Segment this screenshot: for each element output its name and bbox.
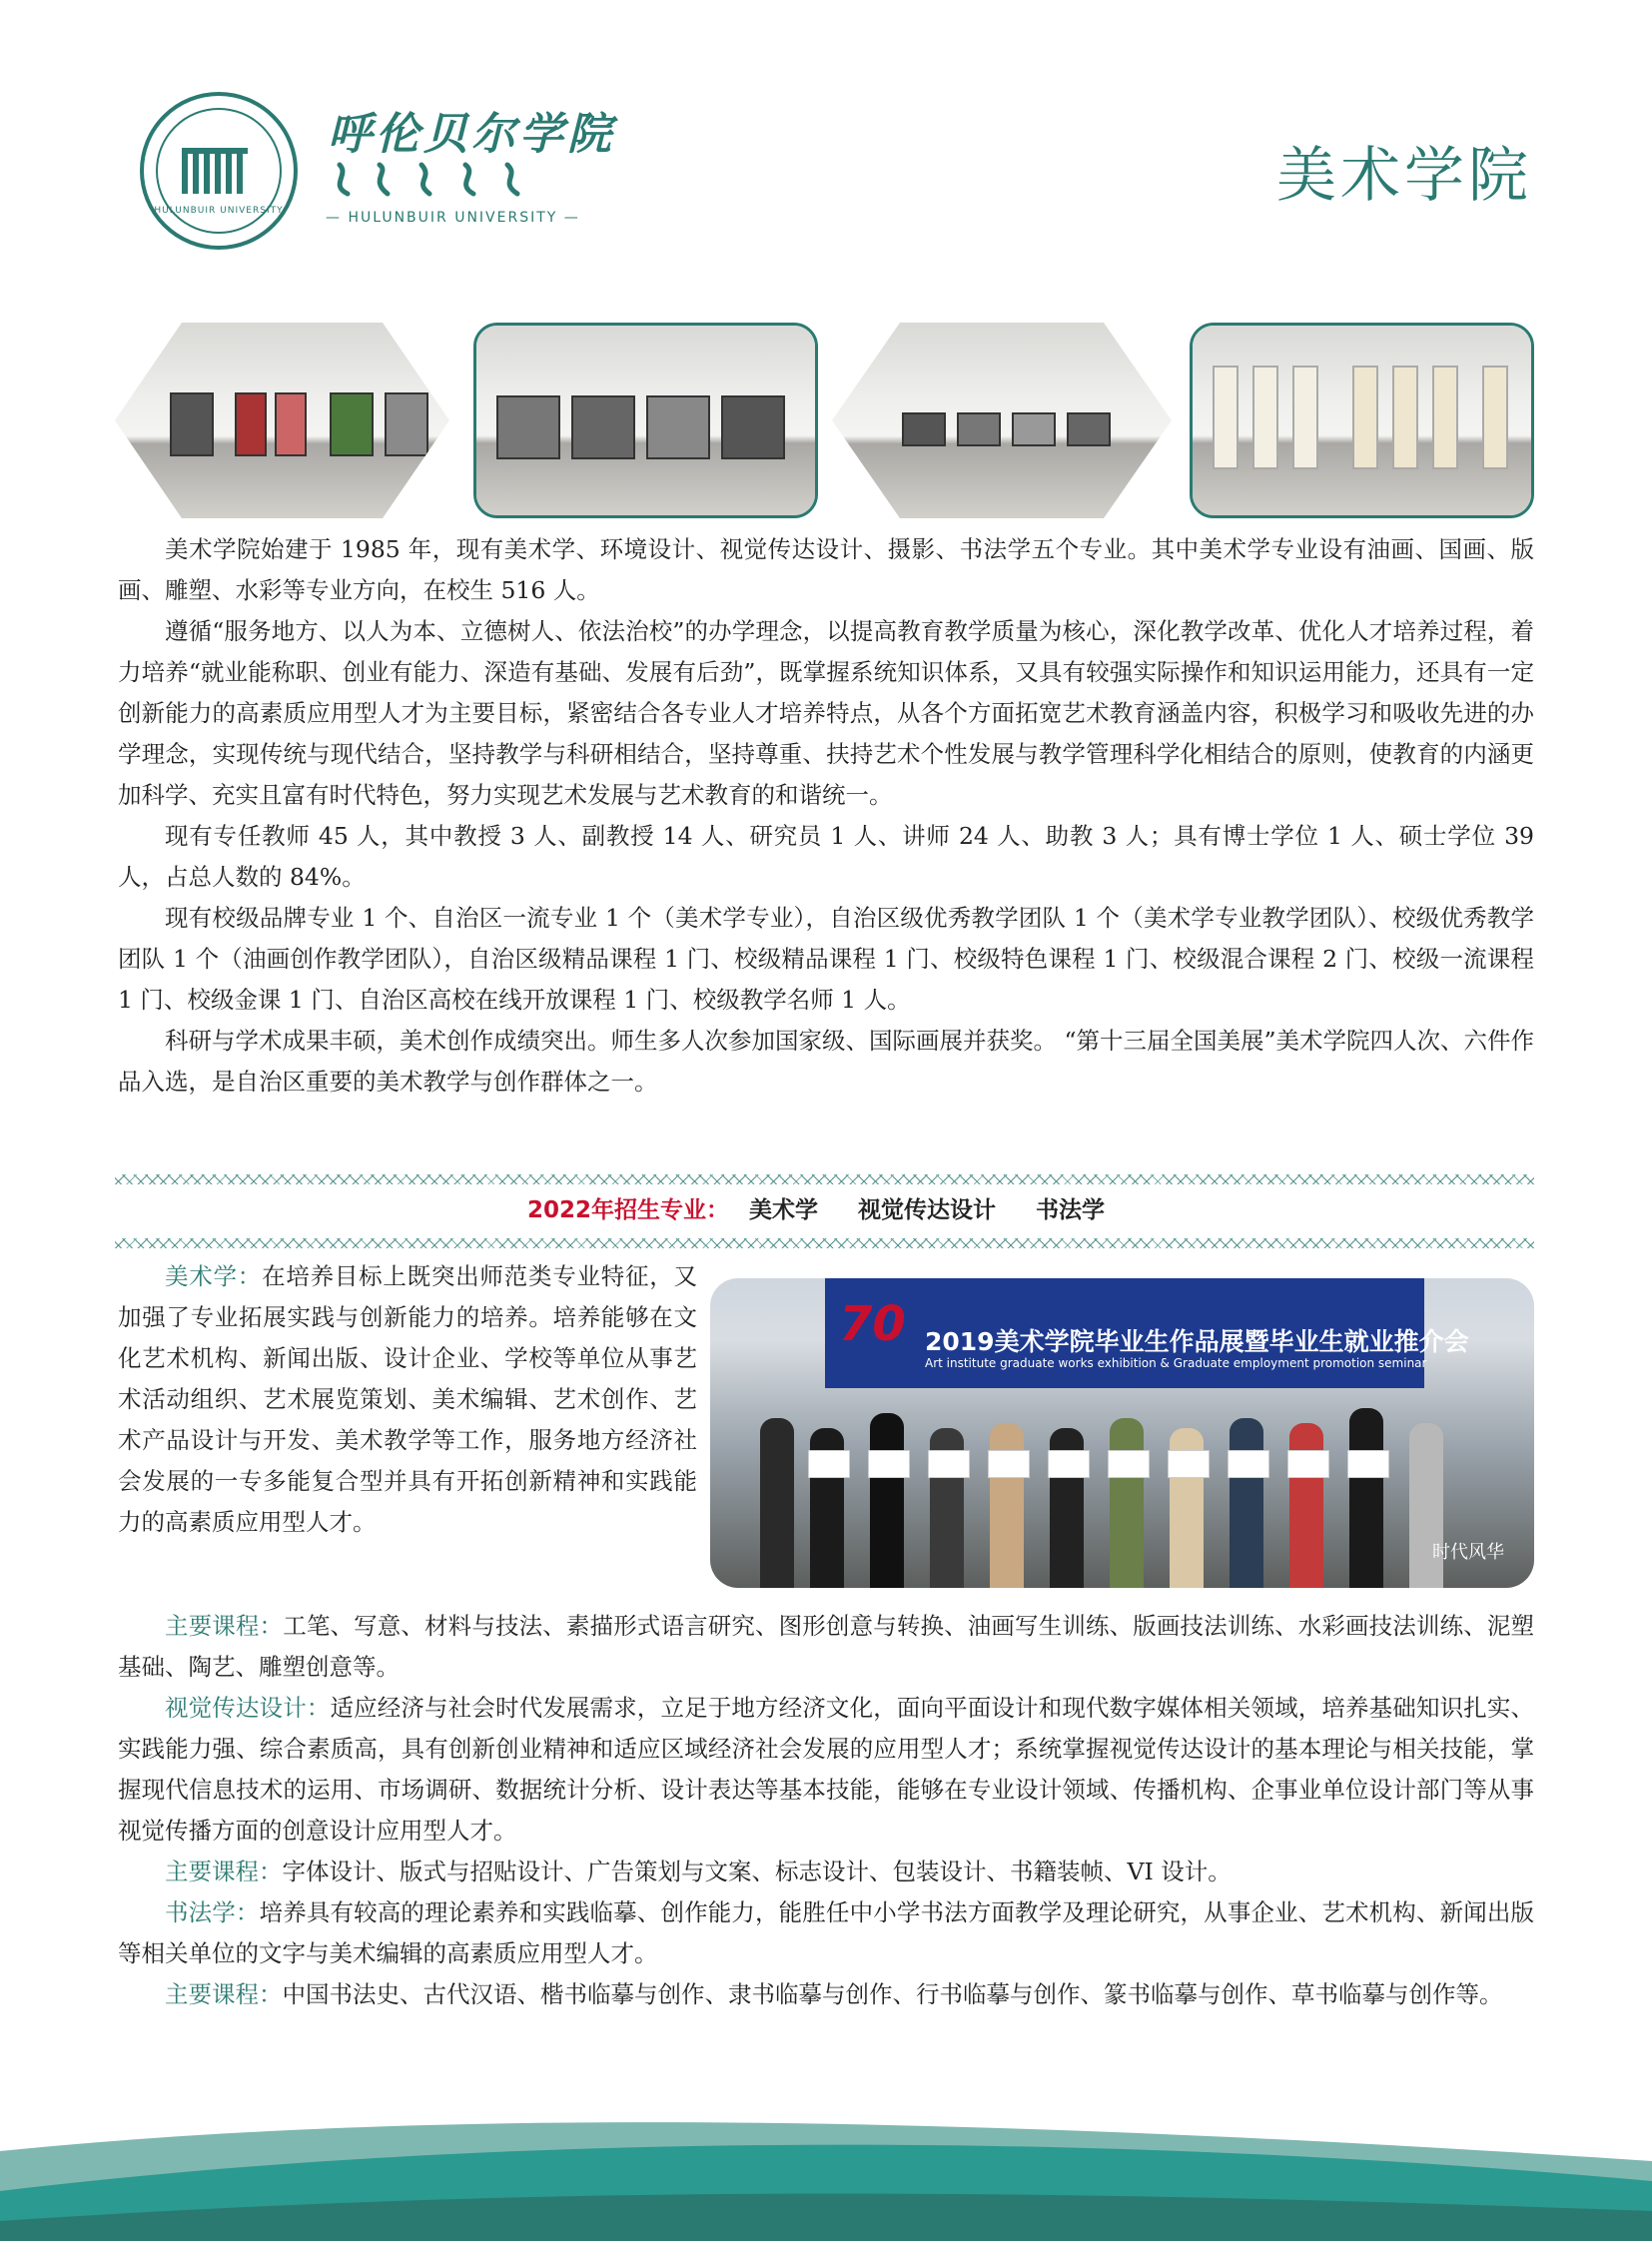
artwork (1392, 366, 1418, 469)
artwork (275, 392, 307, 456)
major-art-section (118, 1256, 697, 1543)
course-list: 工笔、写意、材料与技法、素描形式语言研究、图形创意与转换、油画写生训练、版画技法训练、水彩画技法训练、泥塑基础、陶艺、雕塑创意等。 (118, 1612, 1534, 1681)
artwork (1252, 366, 1278, 469)
gallery-scene (476, 326, 815, 515)
certificate (988, 1450, 1030, 1478)
major-art-desc (118, 1256, 697, 1543)
graduate-exhibition-photo (710, 1278, 1534, 1588)
certificate (868, 1450, 910, 1478)
certificate (1108, 1450, 1150, 1478)
footer-wave (0, 2091, 1652, 2241)
artwork (1432, 366, 1458, 469)
person (990, 1423, 1024, 1588)
certificate (1287, 1450, 1329, 1478)
artwork (1213, 366, 1239, 469)
course-list: 中国书法史、古代汉语、楷书临摹与创作、隶书临摹与创作、行书临摹与创作、篆书临摹与创作、草书临摹与创作等。 (282, 1980, 1503, 2008)
gallery-photo-2 (473, 323, 818, 518)
university-name-cn: 呼伦贝尔学院 (328, 109, 615, 160)
major-art-name: 美术学： (165, 1262, 263, 1290)
university-name-en: — HULUNBUIR UNIVERSITY — (326, 210, 580, 226)
event-banner (825, 1278, 1469, 1388)
artwork (385, 392, 428, 456)
certificate (1048, 1450, 1090, 1478)
gallery-scene (832, 323, 1172, 518)
gallery-photo-3 (832, 323, 1172, 518)
artwork (902, 412, 946, 446)
major-vcd-name: 视觉传达设计： (165, 1694, 331, 1722)
artwork (1012, 412, 1056, 446)
course-label: 主要课程： (165, 1612, 284, 1640)
certificate (808, 1450, 850, 1478)
gallery-scene (115, 323, 449, 518)
major-name: 视觉传达设计 (858, 1197, 996, 1223)
college-title: 美术学院 (1276, 141, 1532, 211)
seal-building-icon (182, 148, 248, 194)
intro-paragraph: 科研与学术成果丰硕，美术创作成绩突出。师生多人次参加国家级、国际画展并获奖。 “第十三届全国美展”美术学院四人次、六件作品入选，是自治区重要的美术教学与创作群体之一。 (118, 1027, 1534, 1096)
admission-label: 2022年招生专业： (526, 1197, 729, 1223)
artwork (1292, 366, 1318, 469)
intro-section (118, 529, 1534, 1103)
artwork (571, 395, 635, 459)
majors-section (118, 1606, 1534, 2015)
course-label: 主要课程： (165, 1980, 283, 2008)
artwork (957, 412, 1001, 446)
person (870, 1413, 904, 1588)
major-art-text: 在培养目标上既突出师范类专业特征，又加强了专业拓展实践与创新能力的培养。培养能够在文化艺术机构、新闻出版、设计企业、学校等单位从事艺术活动组织、艺术展览策划、美术编辑、艺术创作、艺术产品设计与开发、美术教学等工作，服务地方经济社会发展的一专多能复合型并具有开拓创新精神和实践能力的高素质应用型人才。 (118, 1262, 698, 1536)
major-cal-name: 书法学： (165, 1898, 260, 1926)
admission-majors (0, 1191, 1652, 1224)
artwork (721, 395, 785, 459)
major-vcd-desc (118, 1688, 1534, 1852)
artwork (170, 392, 214, 456)
intro-paragraph: 现有校级品牌专业 1 个、自治区一流专业 1 个（美术学专业），自治区级优秀教学团队 1 个（美术学专业教学团队）、校级优秀教学团队 1 个（油画创作教学团队），自治区级精品课程 1 门、校级精品课程 1 门、校级特色课程 1 门、校级混合课程 2 门、校级一流课程 1 门、校级金课 1 门、自治区高校在线开放课程 1 门、校级教学名师 1 人。 (118, 904, 1534, 1014)
major-name: 美术学 (749, 1197, 818, 1223)
anniversary-logo: 70 (839, 1296, 906, 1352)
vcd-courses (118, 1852, 1534, 1892)
artwork (1067, 412, 1111, 446)
certificate (1228, 1450, 1269, 1478)
watermark: 时代风华 (1432, 1542, 1504, 1563)
gallery-photo-1 (115, 323, 449, 518)
artwork (1482, 366, 1508, 469)
banner-subtitle: Art institute graduate works exhibition & Graduate employment promotion seminar (925, 1356, 1427, 1370)
certificate (928, 1450, 970, 1478)
course-list: 字体设计、版式与招贴设计、广告策划与文案、标志设计、包装设计、书籍装帧、VI 设计。 (282, 1858, 1232, 1885)
intro-paragraph: 现有专任教师 45 人，其中教授 3 人、副教授 14 人、研究员 1 人、讲师 24 人、助教 3 人；具有博士学位 1 人、硕士学位 39 人，占总人数的 84%。 (118, 822, 1534, 891)
major-cal-desc (118, 1892, 1534, 1974)
banner-title: 2019美术学院毕业生作品展暨毕业生就业推介会 (925, 1327, 1469, 1356)
intro-paragraph: 遵循“服务地方、以人为本、立德树人、依法治校”的办学理念，以提高教育教学质量为核心，深化教学改革、优化人才培养过程，着力培养“就业能称职、创业有能力、深造有基础、发展有后劲”，既掌握系统知识体系，又具有较强实际操作和知识运用能力，还具有一定创新能力的高素质应用型人才为主要目标，紧密结合各专业人才培养特点，从各个方面拓宽艺术教育涵盖内容，积极学习和吸收先进的办学理念，实现传统与现代结合，坚持教学与科研相结合，坚持尊重、扶持艺术个性发展与教学管理科学化相结合的原则，使教育的内涵更加科学、充实且富有时代特色，努力实现艺术发展与艺术教育的和谐统一。 (118, 617, 1534, 809)
section-divider (115, 1174, 1534, 1184)
art-courses (118, 1606, 1534, 1688)
gallery-photo-4 (1190, 323, 1534, 518)
seal-text: HULUNBUIR UNIVERSITY (154, 206, 284, 216)
major-name: 书法学 (1036, 1197, 1105, 1223)
university-seal (140, 92, 298, 250)
certificate (1168, 1450, 1210, 1478)
person (1349, 1408, 1383, 1588)
person (1110, 1418, 1144, 1588)
artwork (1352, 366, 1378, 469)
person (1289, 1423, 1323, 1588)
cal-courses (118, 1974, 1534, 2015)
person (1230, 1418, 1263, 1588)
person (760, 1418, 794, 1588)
major-cal-text: 培养具有较高的理论素养和实践临摹、创作能力，能胜任中小学书法方面教学及理论研究，从事企业、艺术机构、新闻出版等相关单位的文字与美术编辑的高素质应用型人才。 (118, 1898, 1534, 1967)
mongolian-script-logo (330, 160, 549, 198)
artwork (496, 395, 560, 459)
intro-paragraph: 美术学院始建于 1985 年，现有美术学、环境设计、视觉传达设计、摄影、书法学五个专业。其中美术学专业设有油画、国画、版画、雕塑、水彩等专业方向，在校生 516 人。 (118, 535, 1534, 604)
artwork (646, 395, 710, 459)
gallery-scene (1193, 326, 1531, 515)
artwork (235, 392, 267, 456)
course-label: 主要课程： (165, 1858, 283, 1885)
major-vcd-text: 适应经济与社会时代发展需求，立足于地方经济文化，面向平面设计和现代数字媒体相关领域，培养基础知识扎实、实践能力强、综合素质高，具有创新创业精神和适应区域经济社会发展的应用型人才；系统掌握视觉传达设计的基本理论与相关技能，掌握现代信息技术的运用、市场调研、数据统计分析、设计表达等基本技能，能够在专业设计领域、传播机构、企事业单位设计部门等从事视觉传播方面的创意设计应用型人才。 (118, 1694, 1535, 1845)
artwork (330, 392, 374, 456)
certificate (1347, 1450, 1389, 1478)
section-divider (115, 1238, 1534, 1248)
